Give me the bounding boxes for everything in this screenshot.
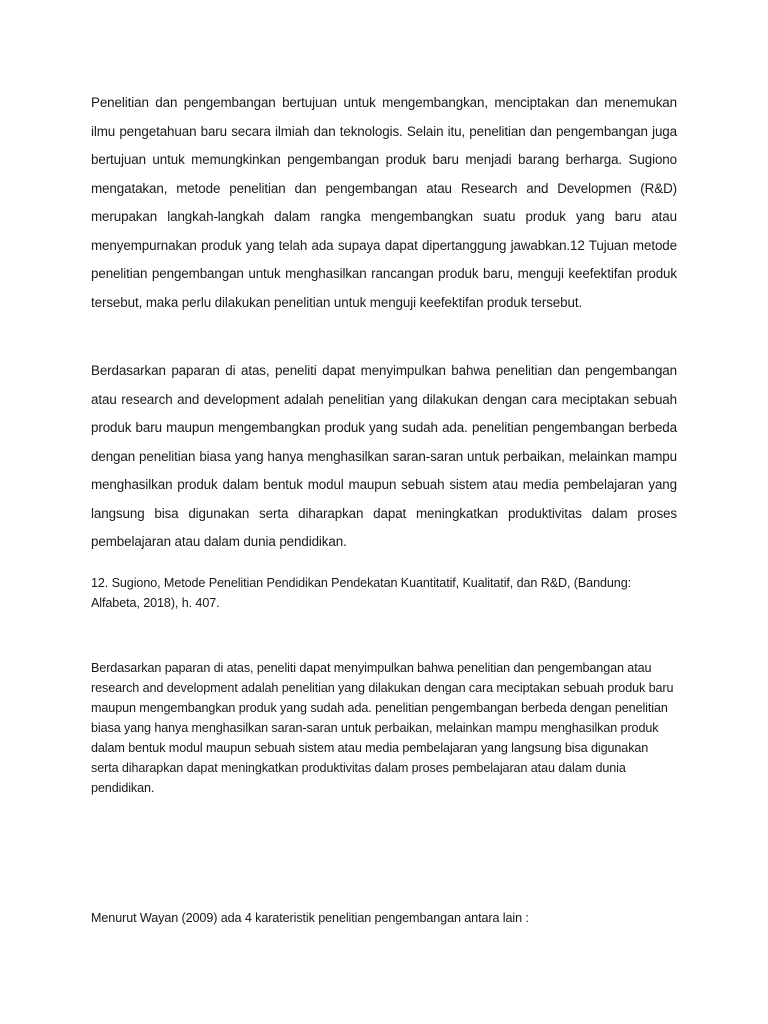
paragraph-wayan-characteristics: Menurut Wayan (2009) ada 4 karateristik penelitian pengembangan antara lain : bbox=[91, 911, 529, 925]
footnote: 12. Sugiono, Metode Penelitian Pendidikan Pendekatan Kuantitatif, Kualitatif, dan R&D, (Bandung: Alfabeta, 2018), h. 407. bbox=[91, 576, 631, 610]
paragraph-conclusion: Berdasarkan paparan di atas, peneliti dapat menyimpulkan bahwa penelitian dan pengembangan atau research and development adalah penelitian yang dilakukan dengan cara meciptakan sebuah produk baru maupun mengembangkan produk yang sudah ada. penelitian pengembangan berbeda dengan penelitian biasa yang hanya menghasilkan saran-saran untuk perbaikan, melainkan mampu menghasilkan produk dalam bentuk modul maupun sebuah sistem atau media pembelajaran yang langsung bisa digunakan serta diharapkan dapat meningkatkan produktivitas dalam proses pembelajaran atau dalam dunia pendidikan. bbox=[91, 363, 677, 549]
paragraph-research-development-purpose: Penelitian dan pengembangan bertujuan untuk mengembangkan, menciptakan dan menemukan ilmu pengetahuan baru secara ilmiah dan teknologis. Selain itu, penelitian dan pengembangan juga bertujuan untuk memungkinkan pengembangan produk baru menjadi barang berharga. Sugiono mengatakan, metode penelitian dan pengembangan atau Research and Developmen (R&D) merupakan langkah-langkah dalam rangka mengembangkan suatu produk yang baru atau menyempurnakan produk yang telah ada supaya dapat dipertanggung jawabkan.12 Tujuan metode penelitian pengembangan untuk menghasilkan rancangan produk baru, menguji keefektifan produk tersebut, maka perlu dilakukan penelitian untuk menguji keefektifan produk tersebut. bbox=[91, 95, 677, 310]
paragraph-conclusion-repeat: Berdasarkan paparan di atas, peneliti dapat menyimpulkan bahwa penelitian dan pengembangan atau research and development adalah penelitian yang dilakukan dengan cara meciptakan sebuah produk baru maupun mengembangkan produk yang sudah ada. penelitian pengembangan berbeda dengan penelitian biasa yang hanya menghasilkan saran-saran untuk perbaikan, melainkan mampu menghasilkan produk dalam bentuk modul maupun sebuah sistem atau media pembelajaran yang langsung bisa digunakan serta diharapkan dapat meningkatkan produktivitas dalam proses pembelajaran atau dalam dunia pendidikan. bbox=[91, 661, 674, 795]
